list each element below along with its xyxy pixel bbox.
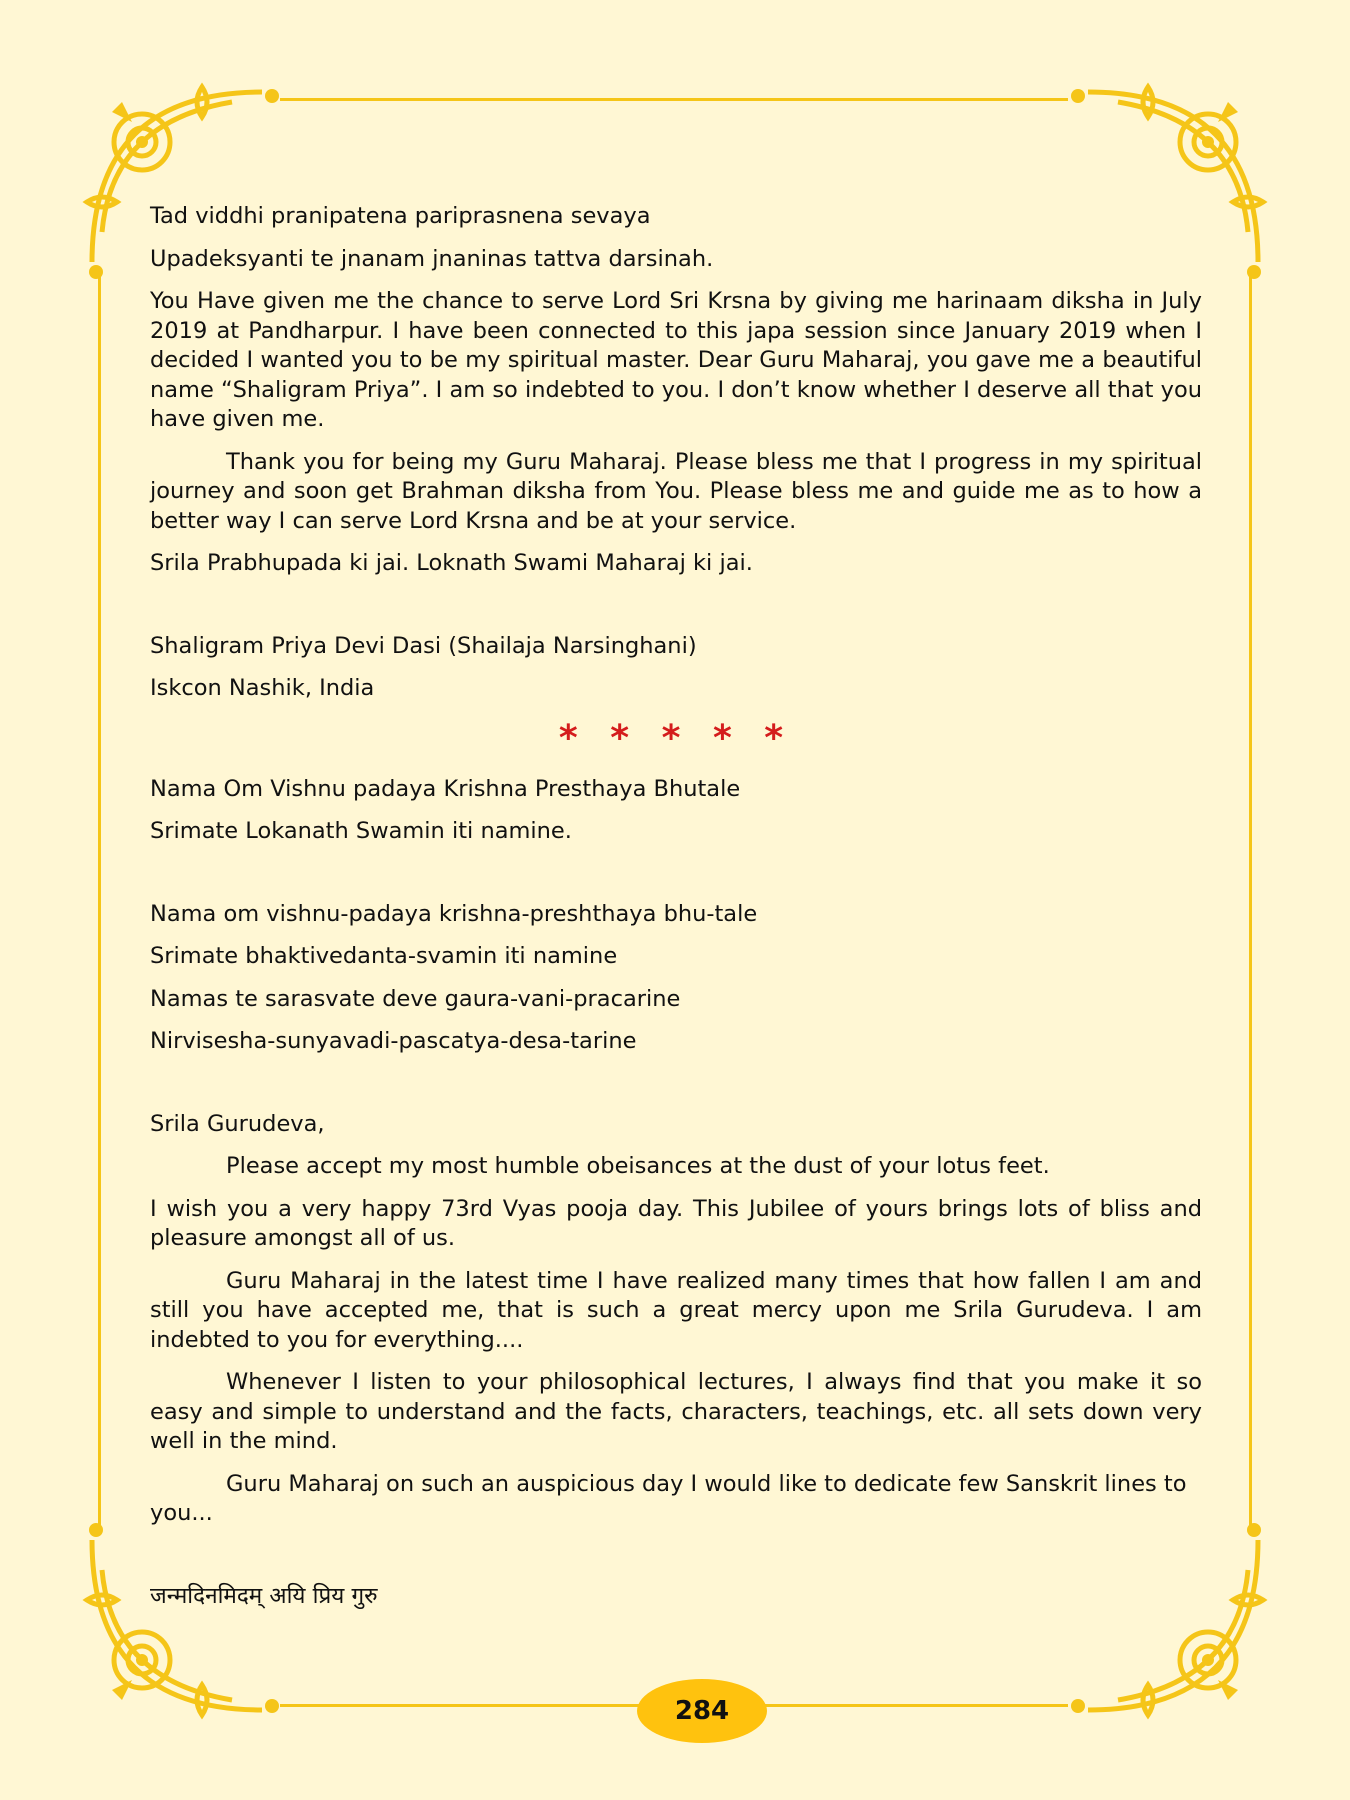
- spacer: [150, 1070, 1202, 1110]
- paragraph-dedication: Guru Maharaj on such an auspicious day I would like to dedicate few Sanskrit lines to you...: [150, 1470, 1187, 1526]
- signature-place: Iskcon Nashik, India: [150, 675, 375, 701]
- verse-1-line-2: Upadeksyanti te jnanam jnaninas tattva darsinah.: [150, 245, 714, 272]
- frame-left-line: [98, 270, 101, 1532]
- verse-3-line-2: Srimate bhaktivedanta-svamin iti namine: [150, 943, 618, 969]
- star-separator: * * * * *: [558, 717, 794, 759]
- paragraph-jai: Srila Prabhupada ki jai. Loknath Swami Maharaj ki jai.: [150, 550, 753, 576]
- signature-name: Shaligram Priya Devi Dasi (Shailaja Narsinghani): [150, 632, 697, 659]
- paragraph-thanks: Thank you for being my Guru Maharaj. Please bless me that I progress in my spiritual journey and soon get Brahman diksha from You. Please bless me and guide me as to how a better way I can serve Lord Krsna and be at your service.: [150, 448, 1202, 534]
- page-body: [150, 202, 1202, 1624]
- frame-right-line: [1249, 270, 1252, 1532]
- spacer: [150, 860, 1202, 900]
- paragraph-diksha: You Have given me the chance to serve Lord Sri Krsna by giving me harinaam diksha in July 2019 at Pandharpur. I have been connected to this japa session since January 2019 when I decided I wanted you to be my spiritual master. Dear Guru Maharaj, you gave me a beautiful name “Shaligram Priya”. I am so indebted to you. I don’t know whether I deserve all that you have given me.: [150, 288, 1202, 432]
- verse-3-line-4: Nirvisesha-sunyavadi-pascatya-desa-tarine: [150, 1028, 637, 1054]
- verse-2-line-1: Nama Om Vishnu padaya Krishna Presthaya Bhutale: [150, 775, 741, 802]
- spacer: [150, 1542, 1202, 1582]
- spacer: [150, 592, 1202, 632]
- paragraph-obeisances: Please accept my most humble obeisances at the dust of your lotus feet.: [226, 1153, 1050, 1179]
- frame-top-line: [280, 98, 1068, 101]
- verse-3-line-1: Nama om vishnu-padaya krishna-preshthaya bhu-tale: [150, 900, 758, 927]
- page-number-badge: [637, 1679, 767, 1743]
- paragraph-lectures: Whenever I listen to your philosophical lectures, I always find that you make it so easy and simple to understand and the facts, characters, teachings, etc. all sets down very well in the mind.: [150, 1369, 1202, 1454]
- verse-2-line-2: Srimate Lokanath Swamin iti namine.: [150, 818, 572, 844]
- page-number: 284: [674, 1696, 730, 1726]
- salutation: Srila Gurudeva,: [150, 1110, 325, 1137]
- verse-3-line-3: Namas te sarasvate deve gaura-vani-pracarine: [150, 985, 681, 1012]
- verse-1-line-1: Tad viddhi pranipatena pariprasnena sevaya: [150, 203, 651, 229]
- paragraph-wishes: I wish you a very happy 73rd Vyas pooja day. This Jubilee of yours brings lots of bliss and pleasure amongst all of us.: [150, 1195, 1202, 1251]
- sanskrit-line: जन्मदिनमिदम् अयि प्रिय गुरु: [150, 1582, 378, 1609]
- paragraph-mercy: Guru Maharaj in the latest time I have realized many times that how fallen I am and still you have accepted me, that is such a great mercy upon me Srila Gurudeva. I am indebted to you for everything....: [150, 1267, 1202, 1353]
